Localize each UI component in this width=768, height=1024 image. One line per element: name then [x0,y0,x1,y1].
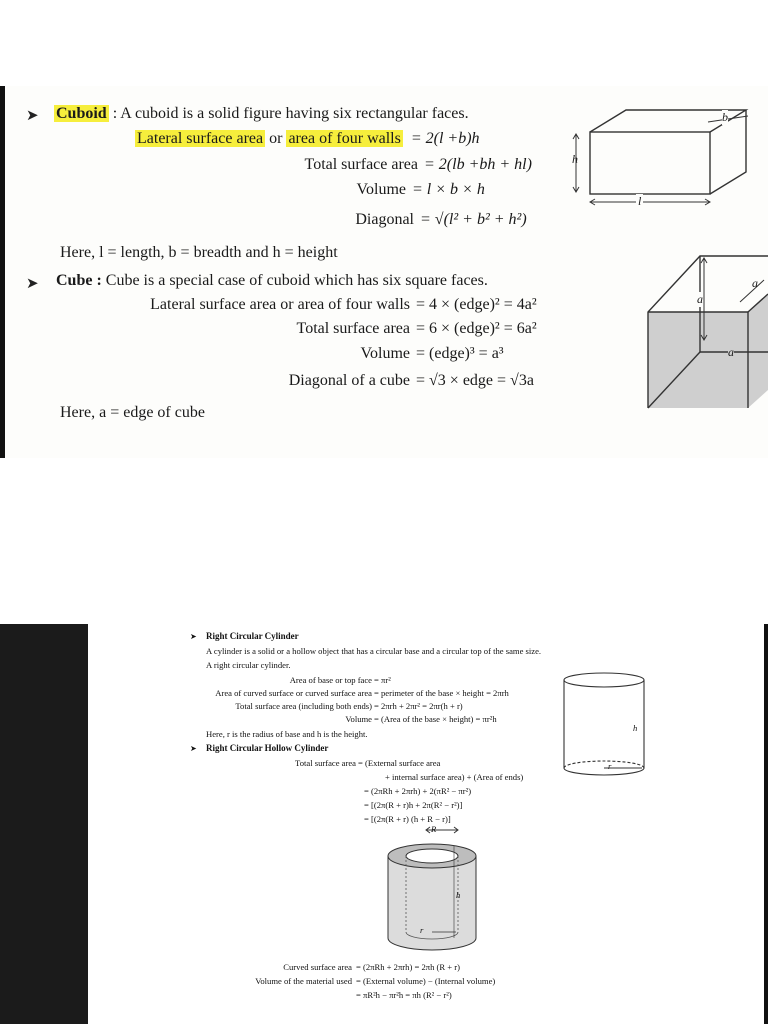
hollow-r-label: r [420,925,424,935]
cube-tsa-formula: = 6 × (edge)² = 6a² [416,320,537,337]
hollow-cylinder-title: Right Circular Hollow Cylinder [206,743,329,753]
cuboid-lsa-label-b: area of four walls [288,130,401,147]
cuboid-lsa-label-a: Lateral surface area [137,130,264,147]
cuboid-here-note: Here, l = length, b = breadth and h = height [60,244,338,261]
cuboid-vol-label: Volume [356,181,406,198]
cylinder-csa-label: Area of curved surface or curved surface area [215,688,372,698]
cylinder-tsa-formula: = 2πrh + 2πr² = 2πr(h + r) [374,701,463,711]
hollow-tsa-line3: = (2πRh + 2πrh) + 2(πR² − πr²) [364,786,472,796]
cylinder-h-label: h [633,723,638,733]
cube-intro [56,272,488,290]
cuboid-b-label: b [722,110,728,124]
cube-vol-formula: = (edge)³ = a³ [416,345,504,362]
cuboid-lsa-label-or: or [265,130,287,147]
cylinder-subheading: A right circular cylinder. [206,660,291,670]
cube-a-label-horizontal: a [728,345,734,359]
cuboid-diag-formula: = √(l² + b² + h²) [420,211,527,228]
cuboid-lsa-formula: = 2(l +b)h [410,130,480,147]
cylinder-vol-label: Volume [345,714,372,724]
panel-left-edge [0,86,5,458]
cylinder-definition: A cylinder is a solid or a hollow object that has a circular base and a circular top of the same size. [206,646,542,656]
cuboid-intro [54,105,469,123]
cuboid-side-edge [710,110,746,194]
cube-lsa-label: Lateral surface area or area of four walls [150,296,410,313]
hollow-tsa-line1: = (External surface area [358,758,441,768]
hollow-cylinder-figure [384,826,484,956]
cuboid-diag-label: Diagonal [355,211,414,228]
cuboid-lsa-row [135,130,480,148]
hollow-vol-line2: = πR²h − πr²h = πh (R² − r²) [356,990,452,1000]
bullet-icon: ➤ [26,106,39,124]
cuboid-tsa-label: Total surface area [304,156,418,173]
hollow-csa-formula: = (2πRh + 2πrh) = 2πh (R + r) [356,962,461,972]
hollow-tsa-line2: + internal surface area) + (Area of ends) [385,772,524,782]
cuboid-front-face [590,132,710,194]
cuboid-tsa-formula: = 2(lb +bh + hl) [424,156,532,173]
cylinder-vol-formula: = (Area of the base × height) = πr²h [374,714,497,724]
hollow-R-label: R [431,824,437,834]
bullet-icon: ➤ [190,744,197,753]
hollow-tsa-line5: = [(2π(R + r) (h + R − r)] [364,814,451,824]
cylinder-base-formula: = πr² [374,675,391,685]
panel-right-edge [764,624,768,1024]
cube-here-note: Here, a = edge of cube [60,404,205,421]
bullet-icon: ➤ [190,632,197,641]
cylinder-figure [562,672,648,772]
hollow-h-label: h [456,890,461,900]
cuboid-h-label: h [572,152,578,166]
cube-lsa-formula: = 4 × (edge)² = 4a² [416,296,537,313]
cube-diag-label: Diagonal of a cube [288,372,410,389]
cube-a-label-depth: a [752,276,758,290]
cube-tsa-label: Total surface area [296,320,410,337]
cube-vol-label: Volume [360,345,410,362]
hollow-vol-line1: = (External volume) − (Internal volume) [356,976,496,986]
cylinder-r-label: r [608,761,612,771]
bullet-icon: ➤ [26,274,39,292]
cuboid-l-label: l [638,194,642,208]
cylinder-title: Right Circular Cylinder [206,631,299,641]
hollow-tsa-line4: = [(2π(R + r)h + 2π(R² − r²)] [364,800,463,810]
cuboid-vol-formula: = l × b × h [412,181,485,198]
hollow-vol-label: Volume of the material used [255,976,352,986]
cube-title: Cube : [56,272,102,289]
cylinder-tsa-label: Total surface area (including both ends) [235,701,372,711]
cuboid-title: Cuboid [56,105,107,122]
cuboid-figure [568,104,768,214]
cylinder-here-note: Here, r is the radius of base and h is the height. [206,729,368,739]
cube-intro-text: Cube is a special case of cuboid which has six square faces. [101,272,488,289]
cube-figure [640,250,768,410]
cylinder-csa-formula: = perimeter of the base × height = 2πrh [374,688,509,698]
cube-a-label-vertical: a [697,292,703,306]
cuboid-intro-text: : A cuboid is a solid figure having six rectangular faces. [108,105,469,122]
cylinder-base-label: Area of base or top face [289,675,372,685]
hollow-csa-label: Curved surface area [283,962,352,972]
cube-diag-formula: = √3 × edge = √3a [416,372,534,389]
hollow-tsa-label: Total surface area [295,758,356,768]
